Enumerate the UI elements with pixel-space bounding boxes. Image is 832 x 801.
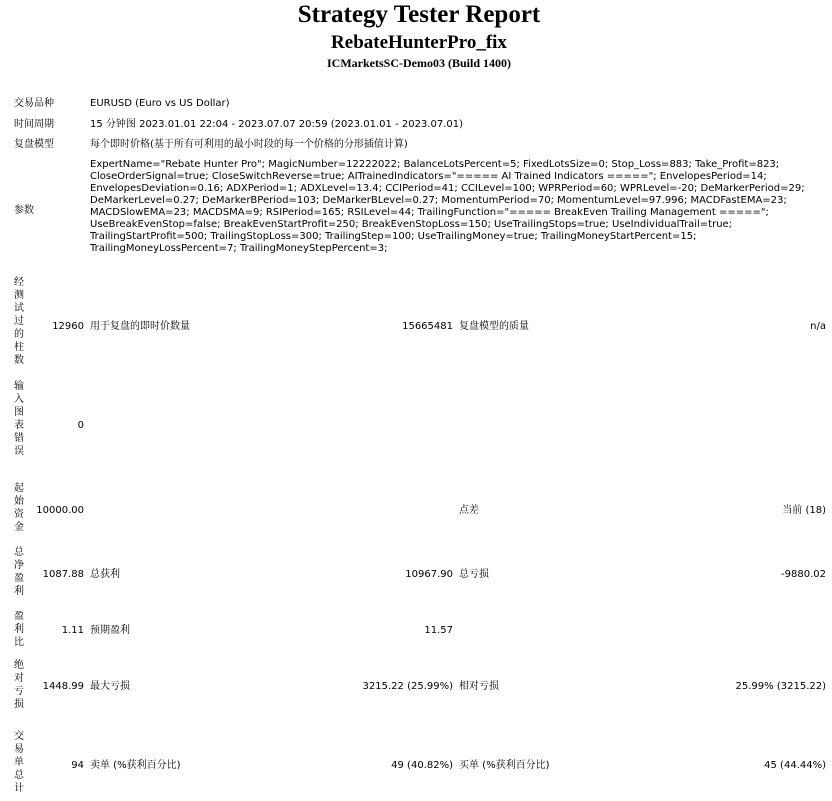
model-label: 复盘模型 <box>14 139 54 150</box>
total-trades-label: 交易单总计 <box>14 731 24 794</box>
ticks-value: 15665481 <box>402 321 453 332</box>
total-trades-value: 94 <box>71 760 84 771</box>
long-trades-label: 买单 (%获利百分比) <box>459 760 550 771</box>
expert-name: RebateHunterPro_fix <box>331 32 507 53</box>
absolute-drawdown-value: 1448.99 <box>42 681 84 692</box>
relative-drawdown-value: 25.99% (3215.22) <box>735 681 826 692</box>
deposit-label: 起始资金 <box>14 483 24 533</box>
max-drawdown-value: 3215.22 (25.99%) <box>362 681 453 692</box>
gross-profit-value: 10967.90 <box>405 569 453 580</box>
profit-factor-value: 1.11 <box>61 625 84 636</box>
net-profit-label: 总净盈利 <box>14 547 24 597</box>
quality-value: n/a <box>810 321 826 332</box>
relative-drawdown-label: 相对亏损 <box>459 681 499 692</box>
max-drawdown-label: 最大亏损 <box>90 681 130 692</box>
quality-label: 复盘模型的质量 <box>459 321 529 332</box>
payoff-value: 11.57 <box>424 625 453 636</box>
params-value: ExpertName="Rebate Hunter Pro"; MagicNumber=12222022; BalanceLotsPercent=5; FixedLotsSize=0; Stop_Loss=883; Take_Profit=823; CloseOrderSignal=true; CloseSwitchReverse=true; AITrainedIndicators="===== AI Trained Indicators ====="; EnvelopesPeriod=14; EnvelopesDeviation=0.16; ADXPeriod=1; ADXLevel=13.4; CCIPeriod=41; CCILevel=100; WPRPeriod=60; WPRLevel=-20; DeMarkerPeriod=29; DeMarkerLevel=0.27; DeMarkerBPeriod=103; DeMarkerBLevel=0.27; MomentumPeriod=70; MomentumLevel=97.996; MACDFastEMA=23; MACDSlowEMA=23; MACDSMA=9; RSIPeriod=165; RSILevel=44; TrailingFunction="===== BreakEven Trailing Management ====="; UseBreakEvenStop=false; BreakEvenStartProfit=250; BreakEvenStopLoss=150; UseTrailingStops=true; UseIndividualTrail=true; TrailingStartProfit=500; TrailingStopLoss=300; TrailingStep=100; UseTrailingMoney=true; TrailingMoneyStartPercent=15; TrailingMoneyLossPercent=7; TrailingMoneyStepPercent=3; <box>90 159 805 254</box>
gross-profit-label: 总获利 <box>90 569 120 580</box>
symbol-label: 交易品种 <box>14 98 54 109</box>
payoff-label: 预期盈利 <box>90 625 130 636</box>
server-build: ICMarketsSC-Demo03 (Build 1400) <box>327 56 511 70</box>
net-profit-value: 1087.88 <box>42 569 84 580</box>
bars-label: 经测试过的柱数 <box>14 277 24 366</box>
short-trades-value: 49 (40.82%) <box>391 760 453 771</box>
period-label: 时间周期 <box>14 119 54 130</box>
period-value: 15 分钟图 2023.01.01 22:04 - 2023.07.07 20:59 (2023.01.01 - 2023.07.01) <box>90 119 464 130</box>
spread-label: 点差 <box>459 505 479 516</box>
report-title: Strategy Tester Report <box>297 1 541 28</box>
errors-value: 0 <box>77 420 84 431</box>
deposit-value: 10000.00 <box>36 505 84 516</box>
spread-value: 当前 (18) <box>782 505 826 516</box>
ticks-label: 用于复盘的即时价数量 <box>90 321 190 332</box>
errors-label: 输入图表错误 <box>14 381 24 457</box>
model-value: 每个即时价格(基于所有可利用的最小时段的每一个价格的分形插值计算) <box>90 139 408 150</box>
params-label: 参数 <box>14 205 34 216</box>
short-trades-label: 卖单 (%获利百分比) <box>90 760 181 771</box>
symbol-value: EURUSD (Euro vs US Dollar) <box>90 98 230 109</box>
bars-value: 12960 <box>52 321 84 332</box>
gross-loss-label: 总亏损 <box>459 569 489 580</box>
gross-loss-value: -9880.02 <box>781 569 826 580</box>
absolute-drawdown-label: 绝对亏损 <box>14 660 24 710</box>
profit-factor-label: 盈利比 <box>14 611 24 648</box>
long-trades-value: 45 (44.44%) <box>764 760 826 771</box>
